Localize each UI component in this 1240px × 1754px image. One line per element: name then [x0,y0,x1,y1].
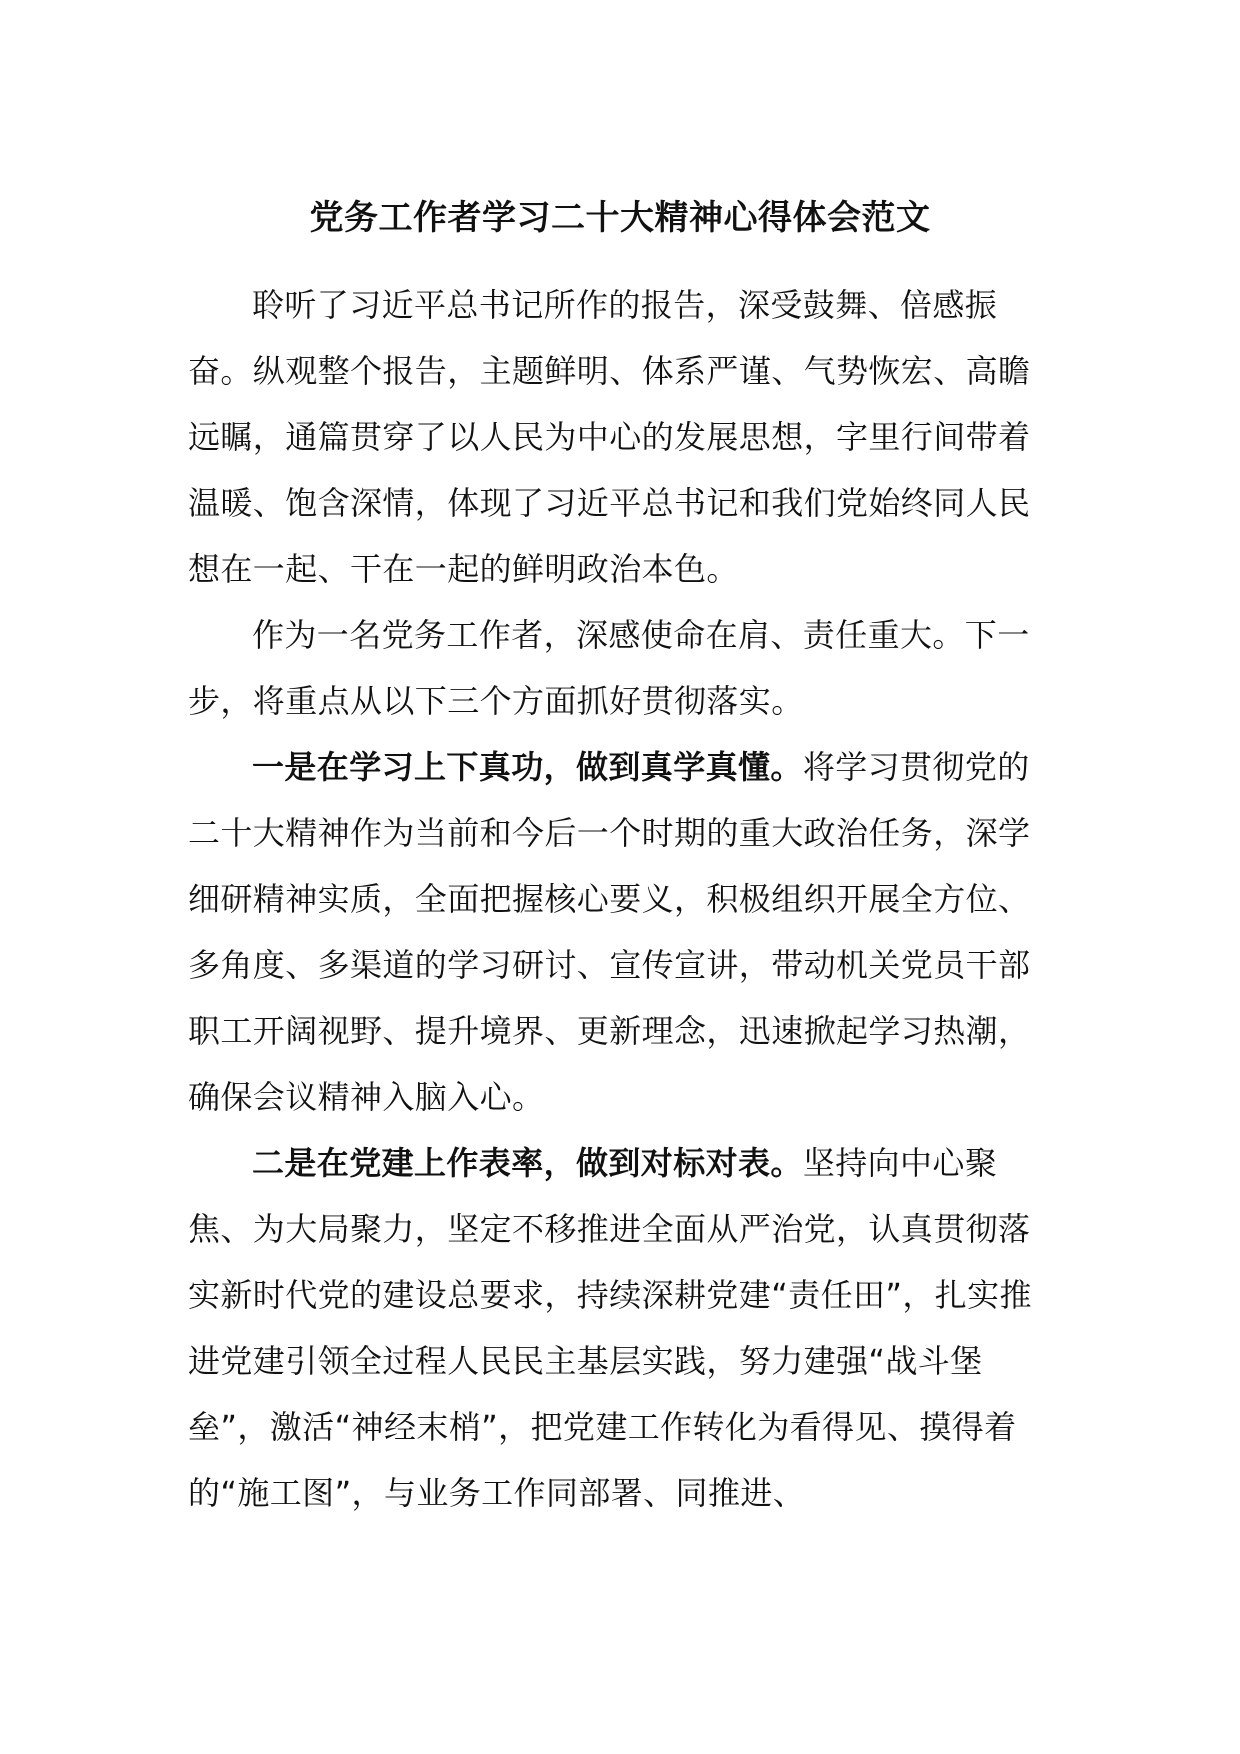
paragraph-3-lead: 一是在学习上下真功，做到真学真懂。 [252,748,803,786]
paragraph-4-lead: 二是在党建上作表率，做到对标对表。 [252,1144,803,1182]
paragraph-4 [188,1130,1048,1526]
paragraph-3 [188,734,1048,1130]
paragraph-1 [188,272,1048,602]
paragraph-4-text: 坚持向中心聚焦、为大局聚力，坚定不移推进全面从严治党，认真贯彻落实新时代党的建设总要求，持续深耕党建“责任田”，扎实推进党建引领全过程人民民主基层实践，努力建强“战斗堡垒”，激活“神经末梢”，把党建工作转化为看得见、摸得着的“施工图”，与业务工作同部署、同推进、 [188,1144,1032,1512]
paragraph-3-text: 将学习贯彻党的二十大精神作为当前和今后一个时期的重大政治任务，深学细研精神实质，全面把握核心要义，积极组织开展全方位、多角度、多渠道的学习研讨、宣传宣讲，带动机关党员干部职工开阔视野、提升境界、更新理念，迅速掀起学习热潮，确保会议精神入脑入心。 [188,748,1031,1116]
paragraph-2 [188,602,1048,734]
document-title: 党务工作者学习二十大精神心得体会范文 [309,198,931,238]
paragraph-1-text: 聆听了习近平总书记所作的报告，深受鼓舞、倍感振奋。纵观整个报告，主题鲜明、体系严谨、气势恢宏、高瞻远瞩，通篇贯穿了以人民为中心的发展思想，字里行间带着温暖、饱含深情，体现了习近平总书记和我们党始终同人民想在一起、干在一起的鲜明政治本色。 [188,286,1031,588]
document-body [188,272,1048,1526]
paragraph-2-text: 作为一名党务工作者，深感使命在肩、责任重大。下一步，将重点从以下三个方面抓好贯彻落实。 [188,616,1030,720]
